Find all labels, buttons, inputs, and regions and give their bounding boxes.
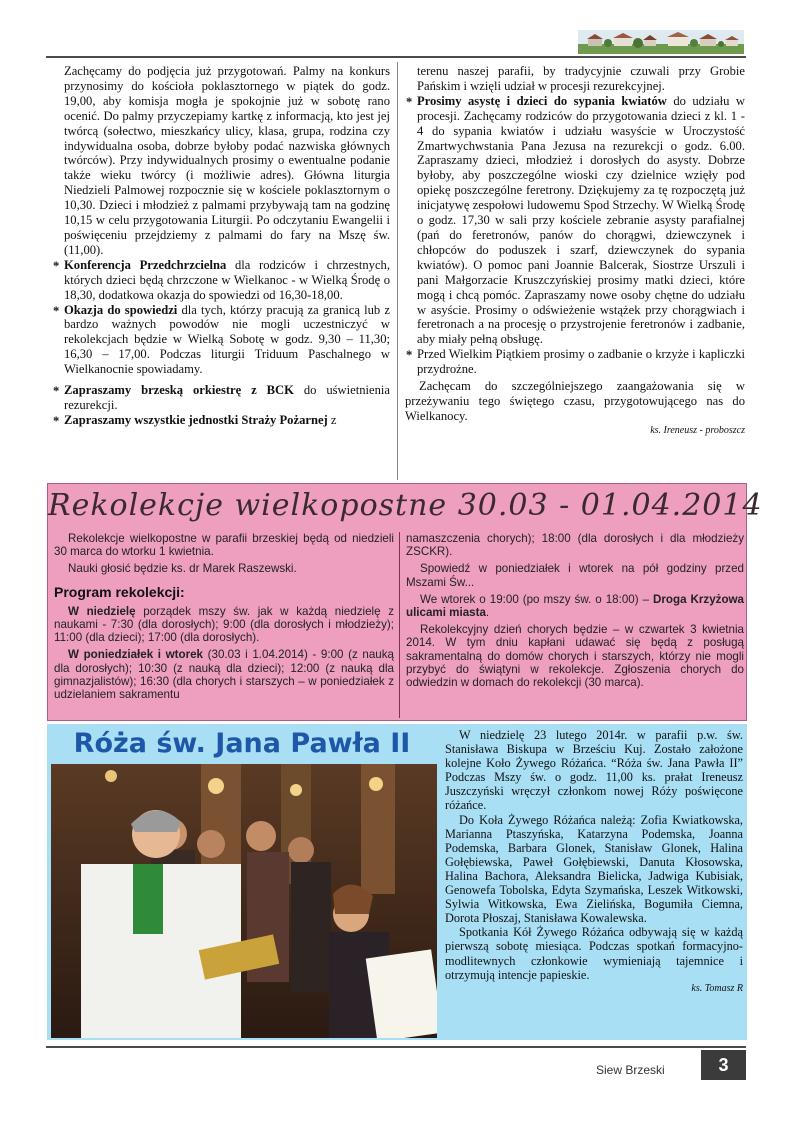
list-item: * Okazja do spowiedzi dla tych, którzy pracują za granicą lub z bardzo ważnych powodów nie mogli uczestniczyć w rekolekcjach będzie w Wielką Sobotę w godz. 9,30 – 11,30; 16,30 – 17,00. Podczas liturgii Triduum Paschalnego w Wielkanocnie spowiadamy. — [52, 303, 390, 378]
newsletter-name: Siew Brzeski — [596, 1063, 665, 1077]
sick-day-info: Rekolekcyjny dzień chorych będzie – w czwartek 3 kwietnia 2014. W tym dniu kapłani udawać się będą z posługą sakramentalną do domów chorych i starszych, którzy nie mogli przybyć do świątyni w rekolekcje. Zgłoszenia chorych do odwiedzin w domach do rekolekcji (30 marca). — [406, 623, 744, 690]
palm-contest-paragraph: Zachęcamy do podjęcia już przygotowań. Palmy na konkurs przynosimy do kościoła poklasztornego w piątek do godz. 19,00, aby komisja mogła je spokojnie już w sobotę rano ocenić. Do palmy przyczepiamy kartkę z informacją, kto jest jej twórcą (sołectwo, mieszkańcy ulicy, klasa, grupa, rodzina czy indywidualna osoba, dobrze byłoby podać nazwiska głównych twórców). Przy indywidualnych prosimy o ewentualne podanie także wieku twórcy (i możliwie adres). Główna liturgia Niedzieli Palmowej rozpocznie się w kościele poklasztornym o 10,30. Dzieci i młodzież z palmami przybywają tam na godzinę 10,15 w celu przygotowania Liturgii. Po odczytaniu Ewangelii i poświęceniu przejdziemy z palmami do fary na Mszę św. (11,00). — [64, 64, 390, 257]
page-number: 3 — [701, 1050, 746, 1080]
roza-title: Róża św. Jana Pawła II — [73, 728, 411, 759]
sunday-schedule: W niedzielę porządek mszy św. jak w każdą niedzielę z naukami - 7:30 (dla dorosłych); 9:00 (dla dorosłych i młodzieży); 11:00 (dla dzieci); 17:00 (dla dorosłych). — [54, 604, 395, 645]
list-item: * Zapraszamy wszystkie jednostki Straży Pożarnej z — [52, 413, 390, 428]
column-divider — [397, 62, 398, 480]
rekolekcje-divider — [399, 532, 400, 718]
roza-section — [47, 724, 747, 1040]
signature: ks. Ireneusz - proboszcz — [650, 424, 745, 436]
roza-meetings: Spotkania Kół Żywego Różańca odbywają się w każdą pierwszą sobotę miesiąca. Podczas spotkań formacyjno-modlitewnych członkowie wymieniają tajemnice i otrzymują intencje papieskie. — [445, 925, 743, 982]
weekday-schedule: W poniedziałek i wtorek (30.03 i 1.04.2014) - 9:00 (z nauką dla dorosłych); 10:30 (z nauką dla dzieci); 12:00 (z nauką dla gimnazjalistów); 16:30 (dla chorych i starszych – w poniedziałek z udzielaniem sakramentu — [54, 648, 394, 702]
rosary-blessing-photo — [51, 764, 437, 1038]
rekolekcje-right-column: namaszczenia chorych); 18:00 (dla dorosłych i dla młodzieży ZSCKR). Spowiedź w poniedziałek i wtorek na pół godziny przed Mszami Św... We wtorek o 19:00 (po mszy św. o 18:00) – Droga Krzyżowa ulicami miasta. Rekolekcyjny dzień chorych będzie – w czwartek 3 kwietnia 2014. W tym dniu kapłani udawać się będą z posługą sakramentalną do domów chorych i starszych, którzy nie mogli przybyć do świątyni w rekolekcje. Zgłoszenia chorych do odwiedzin w domach do rekolekcji (30 marca). — [406, 532, 744, 690]
list-item: * Konferencja Przedchrzcielna dla rodziców i chrzestnych, których dzieci będą chrzczone w Wielkanoc - w Wielką Środę o 18,30, dodatkowa okazja do spowiedzi od 16,30-18,00. — [52, 258, 390, 303]
left-column — [52, 64, 390, 428]
roza-members: Do Koła Żywego Różańca należą: Zofia Kwiatkowska, Marianna Ptaszyńska, Katarzyna Podemska, Joanna Podemska, Barbara Glonek, Stanisław Glonek, Halina Gołębiewska, Paweł Gołębiewski, Danuta Kłosowska, Halina Bachora, Aleksandra Bielicka, Jadwiga Kubisiak, Genowefa Tobolska, Edyta Szymańska, Leszek Witkowski, Sylwia Witkowska, Ewa Zielińska, Bogumiła Ciemna, Dorota Płoszaj, Stanisława Kowalewska. — [445, 812, 743, 926]
list-item: * Zapraszamy brzeską orkiestrę z BCK do uświetnienia rezurekcji. — [52, 383, 390, 413]
roza-intro: W niedzielę 23 lutego 2014r. w parafii p.w. św. Stanisława Biskupa w Brześciu Kuj. Zostało założone kolejne Koło Żywego Różańca. “Róża św. Jana Pawła II” Podczas Mszy św. o godz. 11,00 ks. prałat Ireneusz Juszczyński wręczył członkom nowej Róży poświęcone różańce. — [445, 728, 743, 813]
continuation-paragraph: terenu naszej parafii, by tradycyjnie czuwali przy Grobie Pańskim i wzięli udział w procesji rezurekcyjnej. — [417, 64, 745, 93]
header-village-photo — [578, 30, 744, 54]
top-rule — [46, 56, 746, 58]
closing-paragraph: Zachęcam do szczególniejszego zaangażowania się w przeżywaniu tego świętego czasu, przygotowującego nas do Wielkanocy. — [405, 379, 745, 423]
list-item: * Prosimy asystę i dzieci do sypania kwiatów do udziału w procesji. Zachęcamy rodziców do przygotowania dzieci z kl. 1 - 4 do sypania kwiatów i udziału wasyście w Uroczystość Zmartwychwstania Pana Jezusa na rezurekcji o godz. 6.00. Zapraszamy dzieci, młodzież i dorosłych do asysty. Dobrze byłoby, aby poszczególne wioski czy dzielnice wzięły pod opiekę poszczególne feretrony. Dziękujemy za tę rozpoczętą już inicjatywę zespołowi ludowemu Spod Strzechy. W Wielką Środę o godz. 17,30 w sali przy kościele zebranie asysty parafialnej (pań do feretronów, panów do chorągwi, dziewczynek i chłopców do poduszek i szarf, dziewczynek do sypania kwiatów). O pomoc pani Joannie Balcerak, Siostrze Urszuli i pani Małgorzacie Kruszczyńskiej prosimy matki dzieci, które mogą i chcą pomóc. Zapraszamy nowe osoby chętne do udziału w asyście. Prosimy o odświeżenie wstążek przy chorągwiach i feretronach a na procesję o przystrojenie feretronów i zadbanie, aby miały pełną obsługę. — [405, 94, 745, 347]
bottom-rule — [46, 1046, 746, 1048]
rekolekcje-box — [47, 483, 763, 721]
roza-text — [445, 728, 743, 996]
rekolekcje-left-column: Rekolekcje wielkopostne w parafii brzeskiej będą od niedzieli 30 marca do wtorku 1 kwietnia. Nauki głosić będzie ks. dr Marek Raszewski. Program rekolekcji: W niedzielę porządek mszy św. jak w każdą niedzielę z naukami - 7:30 (dla dorosłych); 9:00 (dla dorosłych i młodzieży); 11:00 (dla dzieci); 17:00 (dla dorosłych). W poniedziałek i wtorek (30.03 i 1.04.2014) - 9:00 (z nauką dla dorosłych); 10:30 (z nauką dla dzieci); 12:00 (z nauką dla gimnazjalistów); 16:30 (dla chorych i starszych – w poniedziałek z udzielaniem sakramentu — [54, 532, 395, 702]
confession-info: Spowiedź w poniedziałek i wtorek na pół godziny przed Mszami Św... — [406, 562, 744, 589]
rekolekcje-title: Rekolekcje wielkopostne 30.03 - 01.04.2014 — [48, 488, 763, 523]
right-column — [405, 64, 745, 439]
way-of-cross-info: We wtorek o 19:00 (po mszy św. o 18:00) – Droga Krzyżowa ulicami miasta. — [406, 592, 744, 620]
list-item: * Przed Wielkim Piątkiem prosimy o zadbanie o krzyże i kapliczki przydrożne. — [405, 347, 745, 377]
roza-signature: ks. Tomasz R — [691, 982, 743, 994]
program-heading: Program rekolekcji: — [54, 583, 185, 600]
